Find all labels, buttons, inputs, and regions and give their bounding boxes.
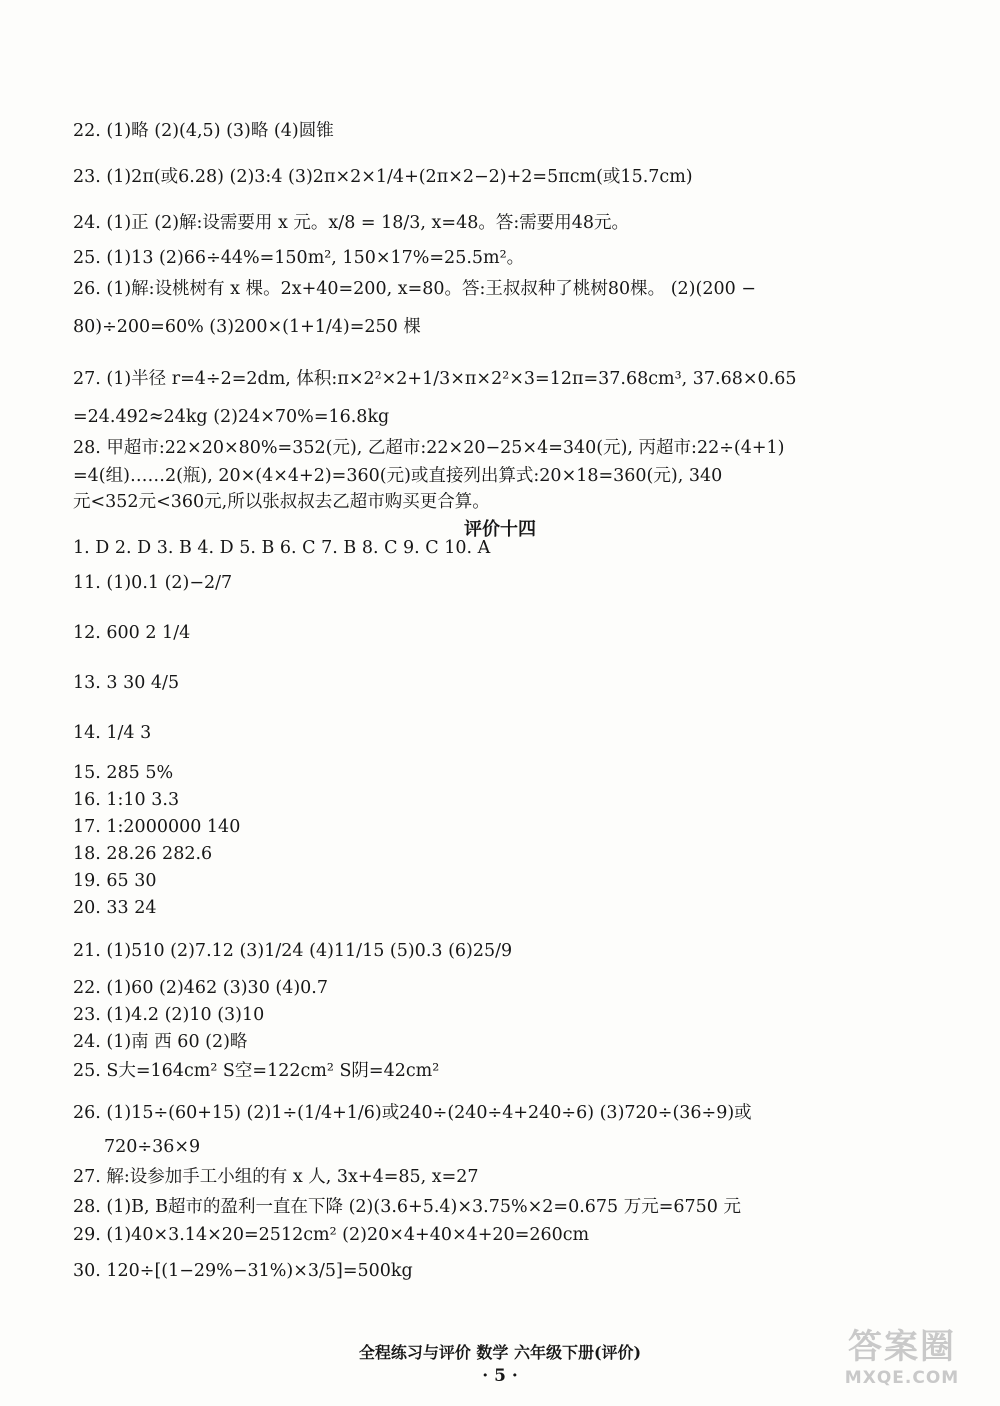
answer-line-27b2: 27. 解:设参加手工小组的有 x 人, 3x+4=85, x=27	[73, 1167, 479, 1187]
answer-line-26b-b: 720÷36×9	[104, 1137, 201, 1157]
answer-line-1-10: 1. D 2. D 3. B 4. D 5. B 6. C 7. B 8. C 9. C 10. A	[73, 538, 491, 558]
answer-line-28b: =4(组)……2(瓶), 20×(4×4+2)=360(元)或直接列出算式:20×18=360(元), 340	[73, 466, 723, 486]
answer-line-28b2: 28. (1)B, B超市的盈利一直在下降 (2)(3.6+5.4)×3.75%×2=0.675 万元=6750 元	[73, 1197, 741, 1217]
answer-line-16: 16. 1:10 3.3	[73, 790, 180, 810]
answer-line-27a: 27. (1)半径 r=4÷2=2dm, 体积:π×2²×2+1/3×π×2²×3=12π=37.68cm³, 37.68×0.65	[73, 369, 797, 389]
answer-line-29: 29. (1)40×3.14×20=2512cm² (2)20×4+40×4+20=260cm	[73, 1225, 590, 1245]
answer-line-22b: 22. (1)60 (2)462 (3)30 (4)0.7	[73, 978, 329, 998]
answer-line-20: 20. 33 24	[73, 898, 157, 918]
answer-line-27b: =24.492≈24kg (2)24×70%=16.8kg	[73, 407, 390, 427]
answer-line-23: 23. (1)2π(或6.28) (2)3:4 (3)2π×2×1/4+(2π×2−2)+2=5πcm(或15.7cm)	[73, 167, 693, 187]
answer-line-23b: 23. (1)4.2 (2)10 (3)10	[73, 1005, 265, 1025]
answer-line-24: 24. (1)正 (2)解:设需要用 x 元。x/8 = 18/3, x=48。答:需要用48元。	[73, 213, 629, 233]
answer-line-28c: 元<352元<360元,所以张叔叔去乙超市购买更合算。	[73, 492, 490, 512]
answer-line-17: 17. 1:2000000 140	[73, 817, 241, 837]
answer-line-12: 12. 600 2 1/4	[73, 623, 191, 643]
answer-line-22: 22. (1)略 (2)(4,5) (3)略 (4)圆锥	[73, 121, 334, 141]
answer-line-18: 18. 28.26 282.6	[73, 844, 213, 864]
answer-line-14: 14. 1/4 3	[73, 723, 152, 743]
watermark-url: MXQE.COM	[844, 1368, 960, 1388]
watermark-text: 答案圈	[848, 1327, 956, 1367]
answer-line-24b: 24. (1)南 西 60 (2)略	[73, 1032, 248, 1052]
footer-title: 全程练习与评价 数学 六年级下册(评价)	[358, 1343, 642, 1362]
answer-line-26a: 26. (1)解:设桃树有 x 棵。2x+40=200, x=80。答:王叔叔种了桃树80棵。 (2)(200 −	[73, 279, 756, 299]
watermark-logo	[822, 1326, 982, 1396]
answer-line-19: 19. 65 30	[73, 871, 157, 891]
answer-line-13: 13. 3 30 4/5	[73, 673, 180, 693]
answer-line-25b: 25. S大=164cm² S空=122cm² S阴=42cm²	[73, 1061, 440, 1081]
answer-line-11: 11. (1)0.1 (2)−2/7	[73, 573, 233, 593]
answer-line-25: 25. (1)13 (2)66÷44%=150m², 150×17%=25.5m²。	[73, 248, 525, 268]
answer-line-26b: 80)÷200=60% (3)200×(1+1/4)=250 棵	[73, 317, 421, 337]
answer-line-30: 30. 120÷[(1−29%−31%)×3/5]=500kg	[73, 1261, 413, 1281]
section-heading: 评价十四	[464, 519, 536, 540]
answer-line-26b-a: 26. (1)15÷(60+15) (2)1÷(1/4+1/6)或240÷(240÷4+240÷6) (3)720÷(36÷9)或	[73, 1103, 752, 1123]
page-number: · 5 ·	[482, 1366, 518, 1386]
answer-line-21: 21. (1)510 (2)7.12 (3)1/24 (4)11/15 (5)0.3 (6)25/9	[73, 941, 513, 961]
answer-line-28a: 28. 甲超市:22×20×80%=352(元), 乙超市:22×20−25×4=340(元), 丙超市:22÷(4+1)	[73, 438, 785, 458]
answer-line-15: 15. 285 5%	[73, 763, 174, 783]
